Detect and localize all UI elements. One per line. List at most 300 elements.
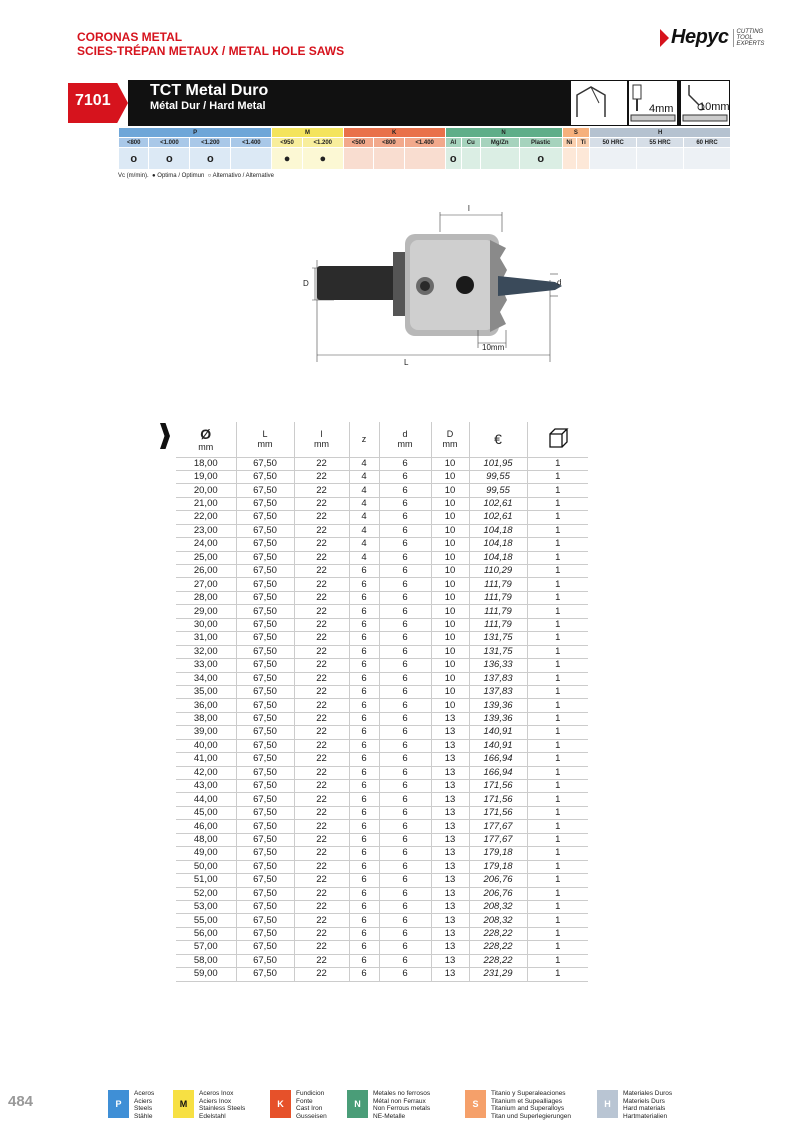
cell-D: 13 bbox=[431, 726, 469, 739]
cell-z: 6 bbox=[349, 645, 379, 658]
pictogram-drill-4mm bbox=[628, 80, 678, 126]
cell-L: 67,50 bbox=[236, 833, 294, 846]
footer-line: Métal non Ferraux bbox=[373, 1097, 426, 1105]
material-table bbox=[118, 127, 731, 170]
cell-D: 13 bbox=[431, 806, 469, 819]
material-sub: <800 bbox=[374, 138, 404, 148]
cell-l: 22 bbox=[294, 565, 349, 578]
footer-line: Non Ferrous metals bbox=[373, 1105, 431, 1112]
col-z bbox=[349, 422, 379, 457]
cell-z: 4 bbox=[349, 470, 379, 483]
table-row bbox=[176, 954, 588, 967]
table-row bbox=[176, 659, 588, 672]
cell-diameter: 48,00 bbox=[176, 833, 236, 846]
cell-pack: 1 bbox=[527, 632, 588, 645]
cell-l: 22 bbox=[294, 659, 349, 672]
cell-D: 13 bbox=[431, 887, 469, 900]
cell-D: 13 bbox=[431, 914, 469, 927]
cell-D: 10 bbox=[431, 457, 469, 470]
cell-price: 99,55 bbox=[469, 470, 527, 483]
cell-L: 67,50 bbox=[236, 927, 294, 940]
cell-d: 6 bbox=[379, 833, 431, 846]
material-marks-row bbox=[119, 148, 731, 170]
cell-D: 13 bbox=[431, 833, 469, 846]
cell-d: 6 bbox=[379, 618, 431, 631]
footer-badge-s: S bbox=[465, 1090, 486, 1118]
cell-price: 171,56 bbox=[469, 793, 527, 806]
table-row bbox=[176, 833, 588, 846]
cell-pack: 1 bbox=[527, 699, 588, 712]
brand-name: Hepyc bbox=[671, 26, 729, 48]
material-mark bbox=[562, 148, 577, 170]
cell-l: 22 bbox=[294, 780, 349, 793]
cell-pack: 1 bbox=[527, 941, 588, 954]
cell-pack: 1 bbox=[527, 900, 588, 913]
col-pack bbox=[527, 422, 588, 457]
cell-diameter: 29,00 bbox=[176, 605, 236, 618]
table-row bbox=[176, 927, 588, 940]
table-row bbox=[176, 524, 588, 537]
cell-pack: 1 bbox=[527, 820, 588, 833]
cell-z: 4 bbox=[349, 511, 379, 524]
cell-pack: 1 bbox=[527, 605, 588, 618]
footer-line: Hartmaterialien bbox=[623, 1112, 668, 1120]
material-sub: <500 bbox=[343, 138, 373, 148]
table-row bbox=[176, 565, 588, 578]
cell-D: 10 bbox=[431, 632, 469, 645]
material-sub: Ti bbox=[577, 138, 590, 148]
hole-saw-drawing bbox=[300, 200, 580, 370]
cell-D: 10 bbox=[431, 511, 469, 524]
table-row bbox=[176, 618, 588, 631]
cell-diameter: 35,00 bbox=[176, 685, 236, 698]
cell-l: 22 bbox=[294, 551, 349, 564]
cell-d: 6 bbox=[379, 591, 431, 604]
cell-z: 6 bbox=[349, 927, 379, 940]
cell-D: 10 bbox=[431, 578, 469, 591]
table-header-row bbox=[176, 422, 588, 457]
cell-price: 131,75 bbox=[469, 632, 527, 645]
footer-line: Materiales Duros bbox=[623, 1090, 673, 1097]
cell-z: 6 bbox=[349, 739, 379, 752]
table-row bbox=[176, 699, 588, 712]
cell-l: 22 bbox=[294, 578, 349, 591]
cell-d: 6 bbox=[379, 860, 431, 873]
table-row bbox=[176, 672, 588, 685]
material-sub: <950 bbox=[272, 138, 302, 148]
cell-diameter: 45,00 bbox=[176, 806, 236, 819]
cell-D: 13 bbox=[431, 900, 469, 913]
material-sub: <1.200 bbox=[302, 138, 343, 148]
cell-pack: 1 bbox=[527, 968, 588, 981]
cell-z: 6 bbox=[349, 887, 379, 900]
cell-L: 67,50 bbox=[236, 820, 294, 833]
table-row bbox=[176, 551, 588, 564]
cell-d: 6 bbox=[379, 538, 431, 551]
cell-z: 6 bbox=[349, 793, 379, 806]
table-row bbox=[176, 780, 588, 793]
cell-L: 67,50 bbox=[236, 766, 294, 779]
table-marker-icon bbox=[160, 423, 170, 449]
cell-z: 6 bbox=[349, 954, 379, 967]
cell-pack: 1 bbox=[527, 484, 588, 497]
cell-price: 104,18 bbox=[469, 551, 527, 564]
footer-text-m bbox=[199, 1090, 245, 1120]
cell-price: 111,79 bbox=[469, 578, 527, 591]
cell-price: 111,79 bbox=[469, 618, 527, 631]
cell-pack: 1 bbox=[527, 847, 588, 860]
cell-diameter: 57,00 bbox=[176, 941, 236, 954]
material-sub: 50 HRC bbox=[590, 138, 637, 148]
cell-price: 177,67 bbox=[469, 833, 527, 846]
footer-text-h bbox=[623, 1090, 672, 1120]
cell-D: 13 bbox=[431, 712, 469, 725]
cell-price: 136,33 bbox=[469, 659, 527, 672]
pictogram-housing bbox=[570, 80, 628, 126]
tagline-1: CUTTING bbox=[736, 28, 764, 35]
cell-diameter: 26,00 bbox=[176, 565, 236, 578]
cell-l: 22 bbox=[294, 927, 349, 940]
cell-z: 6 bbox=[349, 806, 379, 819]
footer-line: Edelstahl bbox=[199, 1112, 226, 1120]
cell-diameter: 23,00 bbox=[176, 524, 236, 537]
cell-d: 6 bbox=[379, 565, 431, 578]
table-row bbox=[176, 766, 588, 779]
cell-z: 6 bbox=[349, 833, 379, 846]
cell-d: 6 bbox=[379, 739, 431, 752]
footer-line: Cast Iron bbox=[296, 1105, 323, 1112]
footer-line: Hard materials bbox=[623, 1105, 666, 1112]
cell-price: 206,76 bbox=[469, 874, 527, 887]
cell-price: 139,36 bbox=[469, 712, 527, 725]
material-sub: <1.400 bbox=[231, 138, 272, 148]
cell-l: 22 bbox=[294, 484, 349, 497]
cell-d: 6 bbox=[379, 954, 431, 967]
table-row bbox=[176, 847, 588, 860]
cell-d: 6 bbox=[379, 874, 431, 887]
footer-material-s bbox=[465, 1090, 571, 1120]
cell-D: 13 bbox=[431, 739, 469, 752]
cell-z: 6 bbox=[349, 578, 379, 591]
cell-diameter: 53,00 bbox=[176, 900, 236, 913]
material-mark bbox=[637, 148, 684, 170]
dim-D: D bbox=[303, 279, 309, 288]
cell-L: 67,50 bbox=[236, 712, 294, 725]
material-mark: o bbox=[119, 148, 149, 170]
cell-diameter: 43,00 bbox=[176, 780, 236, 793]
material-sub: <1.400 bbox=[404, 138, 445, 148]
cell-diameter: 46,00 bbox=[176, 820, 236, 833]
material-sub: <800 bbox=[119, 138, 149, 148]
cell-D: 10 bbox=[431, 672, 469, 685]
col-L-label: L bbox=[262, 429, 268, 440]
cell-price: 101,95 bbox=[469, 457, 527, 470]
cell-d: 6 bbox=[379, 941, 431, 954]
footer-material-p bbox=[108, 1090, 154, 1120]
cell-price: 166,94 bbox=[469, 753, 527, 766]
col-l-unit: mm bbox=[314, 439, 329, 450]
cell-diameter: 24,00 bbox=[176, 538, 236, 551]
material-sub: Al bbox=[445, 138, 461, 148]
product-code: 7101 bbox=[75, 92, 111, 109]
cell-d: 6 bbox=[379, 726, 431, 739]
cell-l: 22 bbox=[294, 900, 349, 913]
cell-D: 10 bbox=[431, 484, 469, 497]
cell-z: 4 bbox=[349, 457, 379, 470]
cell-D: 10 bbox=[431, 591, 469, 604]
cell-d: 6 bbox=[379, 847, 431, 860]
footer-line: Metales no ferrosos bbox=[373, 1090, 431, 1097]
cell-diameter: 33,00 bbox=[176, 659, 236, 672]
cell-L: 67,50 bbox=[236, 941, 294, 954]
table-row bbox=[176, 739, 588, 752]
cell-price: 104,18 bbox=[469, 524, 527, 537]
cell-pack: 1 bbox=[527, 927, 588, 940]
table-row bbox=[176, 497, 588, 510]
cell-l: 22 bbox=[294, 511, 349, 524]
material-mark bbox=[231, 148, 272, 170]
cell-pack: 1 bbox=[527, 591, 588, 604]
cell-L: 67,50 bbox=[236, 484, 294, 497]
cell-diameter: 56,00 bbox=[176, 927, 236, 940]
euro-icon: € bbox=[494, 431, 502, 448]
col-D-label: D bbox=[446, 429, 454, 440]
product-title: TCT Metal Duro bbox=[150, 82, 269, 99]
cell-pack: 1 bbox=[527, 672, 588, 685]
cell-d: 6 bbox=[379, 927, 431, 940]
cell-d: 6 bbox=[379, 820, 431, 833]
cell-pack: 1 bbox=[527, 578, 588, 591]
cell-price: 206,76 bbox=[469, 887, 527, 900]
cell-z: 4 bbox=[349, 538, 379, 551]
material-sub: Ni bbox=[562, 138, 577, 148]
cell-pack: 1 bbox=[527, 833, 588, 846]
cell-price: 179,18 bbox=[469, 847, 527, 860]
cell-d: 6 bbox=[379, 712, 431, 725]
table-row bbox=[176, 806, 588, 819]
cell-pack: 1 bbox=[527, 497, 588, 510]
table-row bbox=[176, 941, 588, 954]
cell-pack: 1 bbox=[527, 457, 588, 470]
material-mark bbox=[343, 148, 373, 170]
footer-line: Steels bbox=[134, 1105, 153, 1112]
cell-price: 140,91 bbox=[469, 726, 527, 739]
cell-price: 111,79 bbox=[469, 605, 527, 618]
cell-d: 6 bbox=[379, 524, 431, 537]
cell-price: 131,75 bbox=[469, 645, 527, 658]
cell-pack: 1 bbox=[527, 860, 588, 873]
material-mark: o bbox=[190, 148, 231, 170]
cell-l: 22 bbox=[294, 457, 349, 470]
cell-pack: 1 bbox=[527, 753, 588, 766]
col-l bbox=[294, 422, 349, 457]
footer-line: Fonte bbox=[296, 1097, 313, 1105]
cell-pack: 1 bbox=[527, 470, 588, 483]
cell-l: 22 bbox=[294, 538, 349, 551]
cell-L: 67,50 bbox=[236, 578, 294, 591]
cell-l: 22 bbox=[294, 874, 349, 887]
footer-line: Aciers bbox=[134, 1097, 153, 1105]
cell-l: 22 bbox=[294, 753, 349, 766]
cell-L: 67,50 bbox=[236, 511, 294, 524]
cell-l: 22 bbox=[294, 954, 349, 967]
cell-D: 10 bbox=[431, 699, 469, 712]
cell-L: 67,50 bbox=[236, 806, 294, 819]
cell-pack: 1 bbox=[527, 685, 588, 698]
cell-D: 10 bbox=[431, 538, 469, 551]
cell-L: 67,50 bbox=[236, 551, 294, 564]
cell-z: 6 bbox=[349, 605, 379, 618]
cell-pack: 1 bbox=[527, 538, 588, 551]
table-row bbox=[176, 726, 588, 739]
dim-depth: 10mm bbox=[482, 343, 505, 352]
cell-d: 6 bbox=[379, 659, 431, 672]
cell-z: 6 bbox=[349, 968, 379, 981]
cell-D: 13 bbox=[431, 968, 469, 981]
cell-price: 140,91 bbox=[469, 739, 527, 752]
footer-line: Aciers Inox bbox=[199, 1097, 232, 1105]
table-row bbox=[176, 538, 588, 551]
table-row bbox=[176, 914, 588, 927]
cell-z: 6 bbox=[349, 591, 379, 604]
material-sub: Mg/Zn bbox=[480, 138, 519, 148]
col-L-unit: mm bbox=[257, 439, 273, 450]
cell-diameter: 50,00 bbox=[176, 860, 236, 873]
cell-d: 6 bbox=[379, 578, 431, 591]
cell-diameter: 44,00 bbox=[176, 793, 236, 806]
material-mark bbox=[480, 148, 519, 170]
col-z-label: z bbox=[361, 434, 367, 445]
cell-L: 67,50 bbox=[236, 780, 294, 793]
cell-z: 6 bbox=[349, 672, 379, 685]
cell-D: 13 bbox=[431, 874, 469, 887]
footer-line: Gusseisen bbox=[296, 1112, 327, 1120]
cell-diameter: 41,00 bbox=[176, 753, 236, 766]
cell-L: 67,50 bbox=[236, 699, 294, 712]
product-table-body bbox=[176, 457, 588, 981]
cell-D: 13 bbox=[431, 766, 469, 779]
cell-L: 67,50 bbox=[236, 538, 294, 551]
cell-price: 111,79 bbox=[469, 591, 527, 604]
cell-z: 4 bbox=[349, 524, 379, 537]
cell-D: 10 bbox=[431, 618, 469, 631]
cell-price: 228,22 bbox=[469, 954, 527, 967]
product-subtitle: Métal Dur / Hard Metal bbox=[150, 100, 266, 112]
brand-logo bbox=[660, 26, 764, 49]
cell-L: 67,50 bbox=[236, 618, 294, 631]
section-title bbox=[77, 30, 344, 58]
cell-l: 22 bbox=[294, 524, 349, 537]
material-group-h: H bbox=[590, 128, 731, 138]
cell-L: 67,50 bbox=[236, 793, 294, 806]
footer-badge-k: K bbox=[270, 1090, 291, 1118]
table-row bbox=[176, 605, 588, 618]
legend bbox=[118, 173, 274, 179]
table-row bbox=[176, 645, 588, 658]
material-group-p: P bbox=[119, 128, 272, 138]
cell-D: 10 bbox=[431, 685, 469, 698]
cell-L: 67,50 bbox=[236, 887, 294, 900]
cell-l: 22 bbox=[294, 605, 349, 618]
col-diameter bbox=[176, 422, 236, 457]
footer-line: Titanio y Superaleaciones bbox=[491, 1090, 566, 1097]
footer-badge-h: H bbox=[597, 1090, 618, 1118]
table-row bbox=[176, 887, 588, 900]
cell-L: 67,50 bbox=[236, 524, 294, 537]
footer-text-p bbox=[134, 1090, 154, 1120]
cell-L: 67,50 bbox=[236, 968, 294, 981]
material-sub: <1.000 bbox=[149, 138, 190, 148]
housing-icon bbox=[571, 81, 627, 125]
dim-l: l bbox=[468, 204, 470, 213]
cell-l: 22 bbox=[294, 941, 349, 954]
footer-line: Stainless Steels bbox=[199, 1105, 246, 1112]
cell-D: 13 bbox=[431, 954, 469, 967]
col-D-unit: mm bbox=[442, 439, 458, 450]
material-sub: Cu bbox=[461, 138, 480, 148]
cell-d: 6 bbox=[379, 497, 431, 510]
cell-l: 22 bbox=[294, 914, 349, 927]
cell-pack: 1 bbox=[527, 874, 588, 887]
cell-l: 22 bbox=[294, 766, 349, 779]
cell-z: 4 bbox=[349, 551, 379, 564]
cell-L: 67,50 bbox=[236, 847, 294, 860]
material-mark: o bbox=[149, 148, 190, 170]
cell-price: 104,18 bbox=[469, 538, 527, 551]
cell-z: 6 bbox=[349, 632, 379, 645]
cell-L: 67,50 bbox=[236, 672, 294, 685]
dim-d-small: d bbox=[557, 278, 562, 287]
cell-l: 22 bbox=[294, 820, 349, 833]
cell-L: 67,50 bbox=[236, 659, 294, 672]
cell-pack: 1 bbox=[527, 645, 588, 658]
cell-price: 166,94 bbox=[469, 766, 527, 779]
cell-diameter: 49,00 bbox=[176, 847, 236, 860]
material-mark: o bbox=[519, 148, 562, 170]
col-d-label: d bbox=[402, 429, 408, 440]
cell-z: 6 bbox=[349, 712, 379, 725]
box-icon bbox=[547, 427, 569, 449]
cell-l: 22 bbox=[294, 847, 349, 860]
cell-pack: 1 bbox=[527, 780, 588, 793]
table-row bbox=[176, 591, 588, 604]
cell-D: 13 bbox=[431, 753, 469, 766]
cell-pack: 1 bbox=[527, 524, 588, 537]
table-row bbox=[176, 860, 588, 873]
cell-l: 22 bbox=[294, 618, 349, 631]
material-mark bbox=[461, 148, 480, 170]
cell-L: 67,50 bbox=[236, 565, 294, 578]
cell-D: 10 bbox=[431, 551, 469, 564]
material-mark: ● bbox=[302, 148, 343, 170]
cell-pack: 1 bbox=[527, 551, 588, 564]
col-diameter-symbol: Ø bbox=[200, 426, 212, 443]
cell-price: 208,32 bbox=[469, 900, 527, 913]
cell-l: 22 bbox=[294, 793, 349, 806]
footer-line: Titanium and Superalloys bbox=[491, 1105, 565, 1112]
table-row bbox=[176, 820, 588, 833]
cell-d: 6 bbox=[379, 605, 431, 618]
cell-l: 22 bbox=[294, 739, 349, 752]
material-mark: o bbox=[445, 148, 461, 170]
cell-price: 171,56 bbox=[469, 806, 527, 819]
material-group-row bbox=[119, 128, 731, 138]
material-mark: ● bbox=[272, 148, 302, 170]
cell-pack: 1 bbox=[527, 887, 588, 900]
cell-D: 10 bbox=[431, 524, 469, 537]
cell-l: 22 bbox=[294, 860, 349, 873]
cell-d: 6 bbox=[379, 914, 431, 927]
